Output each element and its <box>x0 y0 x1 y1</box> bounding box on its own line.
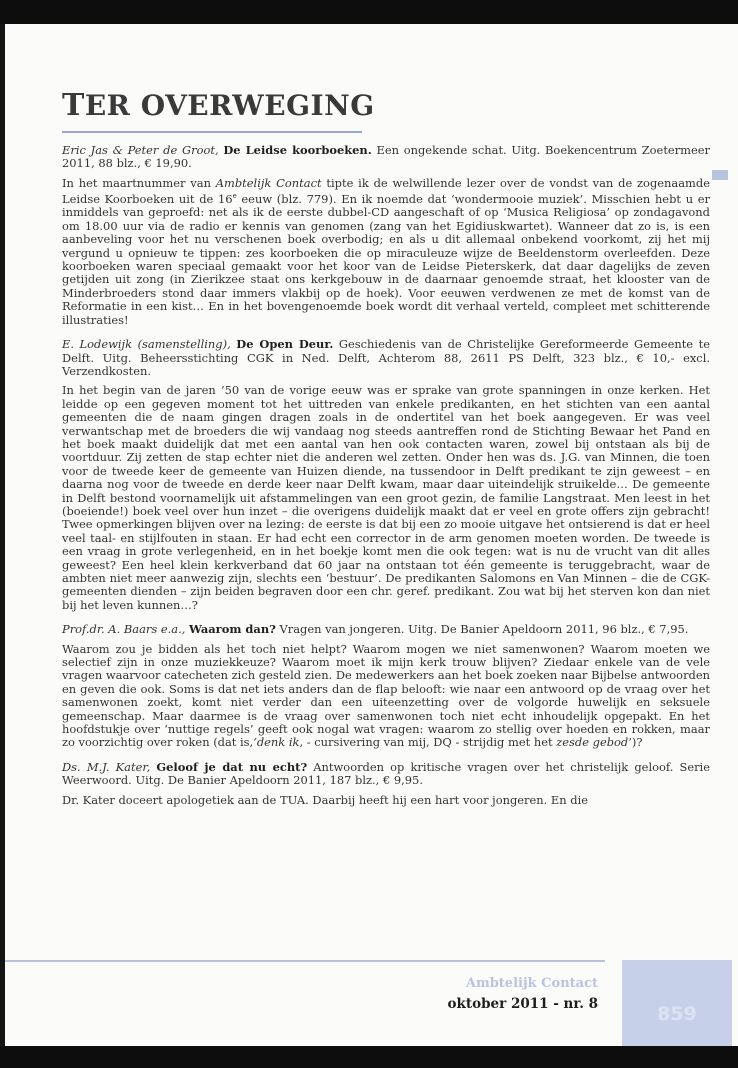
review-book-title: De Leidse koorboeken. <box>223 143 372 157</box>
review-header <box>62 338 710 378</box>
scan-border-bottom <box>0 1046 738 1068</box>
review-details: Vragen van jongeren. Uitg. De Banier Apeldoorn 2011, 96 blz., € 7,95. <box>279 622 689 637</box>
footer-rule <box>5 960 605 962</box>
issue-label: oktober 2011 - nr. 8 <box>447 996 598 1012</box>
scan-border-top <box>0 0 738 24</box>
review-book-title: Geloof je dat nu echt? <box>156 759 308 774</box>
review-book-title: Waarom dan? <box>189 622 276 637</box>
review-details: Geschiedenis van de Christelijke Gereformeerde Gemeente te Delft. Uitg. Beheersstichting CGK in Ned. Delft, Achterom 88, 2611 PS Delft, 323 blz., € 10,- excl. Verzendkosten. <box>62 337 710 378</box>
review-details: Antwoorden op kritische vragen over het christelijk geloof. Serie Weerwoord. Uitg. De Banier Apeldoorn 2011, 187 blz., € 9,95. <box>62 759 710 788</box>
page-title-initial: T <box>62 88 85 123</box>
review-author: Eric Jas & Peter de Groot, <box>62 143 219 157</box>
review-book-title: De Open Deur. <box>236 337 334 352</box>
review-author: Prof.dr. A. Baars e.a., <box>62 622 186 637</box>
page-title-rest: ER OVERWEGING <box>84 89 375 122</box>
review-header <box>62 623 710 636</box>
review-body: Waarom zou je bidden als het toch niet helpt? Waarom mogen we niet samenwonen? Waarom moeten we selectief zijn in onze muziekkeuze? Waarom moet ik mijn kerk trouw blijven? Ziedaar enkele van de vele vragen waarvoor catecheten zich gesteld zien. De medewerkers aan het boek zoeken naar Bijbelse antwoorden en geven die ook. Soms is dat net iets anders dan de flap belooft: wie naar een antwoord op de vraag over het samenwonen zoekt, komt niet verder dan een uiteenzetting over de volgorde huwelijk en seksuele gemeenschap. Maar daarmee is de vraag over samenwonen toch niet echt inhoudelijk opgepakt. En het hoofdstukje over ‘nuttige regels’ geeft ook nogal wat vragen: waarom zo stellig over hoeden en rokken, maar zo voorzichtig over roken (dat is,‘denk ik, - cursivering van mij, DQ - strijdig met het zesde gebod’)? <box>62 641 710 750</box>
review-header <box>62 144 710 171</box>
review-body: In het begin van de jaren ’50 van de vorige eeuw was er sprake van grote spanningen in onze kerken. Het leidde op een gegeven moment tot het uittreden van enkele predikanten, en het stichten van een aantal gemeenten die de naam gingen dragen zoals in de ondertitel van het boek aangegeven. Er was veel verwantschap met de broeders die wij vandaag nog steeds aantreffen rond de Stichting Bewaar het Pand en het boek maakt duidelijk dat met een aantal van hen ook contacten waren, zowel bij ontstaan als bij de voortduur. Zij zetten de stap echter niet die anderen wel zetten. Onder hen was ds. J.G. van Minnen, die toen voor de tweede keer de gemeente van Huizen diende, na tussendoor in Delft predikant te zijn geweest – en daarna nog voor de tweede en derde keer naar Delft kwam, maar daar uiteindelijk struikelde… De gemeente in Delft bestond voornamelijk uit afstammelingen van een groot gezin, de familie Langstraat. Men leest in het (boeiende!) boek veel over hun inzet – die overigens duidelijk maakt dat er veel en grote offers zijn gebracht! Twee opmerkingen blijven over na lezing: de eerste is dat bij een zo mooie uitgave het ontsierend is dat er heel veel taal- en stijlfouten in staan. Er had echt een corrector in de arm genomen moeten worden. De tweede is een vraag in grote verlegenheid, en in het boekje komt men die ook tegen: wat is nu de vrucht van dit alles geweest? Een heel klein kerkverband dat 60 jaar na ontstaan tot één gemeente is teruggebracht, waar de ambten niet meer aanwezig zijn, slechts een ‘bestuur’. De predikanten Salomons en Van Minnen – die de CGK-gemeenten dienden – zijn beiden begraven door een chr. geref. predikant. Zou wat bij het sterven kon dan niet bij het leven kunnen…? <box>62 383 710 612</box>
review-body: Dr. Kater doceert apologetiek aan de TUA. Daarbij heeft hij een hart voor jongeren. En die <box>62 792 589 807</box>
review-author: E. Lodewijk (samenstelling), <box>62 337 231 352</box>
review-author: Ds. M.J. Kater, <box>62 759 151 774</box>
page-number: 859 <box>657 1003 697 1025</box>
title-underline <box>62 131 362 133</box>
page-title <box>62 88 375 123</box>
review-body: In het maartnummer van Ambtelijk Contact tipte ik de welwillende lezer over de vondst van de zogenaamde Leidse Koorboeken uit de 16e eeuw (blz. 779). En ik noemde dat ‘wondermooie muziek’. Misschien hebt u er inmiddels van geproefd: net als ik de eerste dubbel-CD aangeschaft of op ‘Musica Religiosa’ op zondagavond om 18.00 uur via de radio er kennis van genomen (zang van het Egidiuskwartet). Wanneer dat zo is, is een aanbeveling voor het nu verschenen boek overbodig; en als u dit allemaal onbekend voorkomt, zij het mij vergund u opnieuw te tippen: zes koorboeken die op miraculeuze wijze de Beeldenstorm overleefden. Deze koorboeken waren speciaal gemaakt voor het koor van de Leidse Pieterskerk, dat daar dagelijks de zeven getijden uit zong (in Zierikzee staat ons kerkgebouw in de daarnaar genoemde straat, het klooster van de Minderbroeders stond daar immers vlakbij op de hoek). Voor eeuwen verdwenen ze met de komst van de Reformatie in een kist… En in het bovengenoemde boek wordt dit verhaal verteld, compleet met schitterende illustraties! <box>62 175 710 327</box>
article-content <box>62 144 710 807</box>
section-tab-marker <box>712 170 728 180</box>
review-details: Een ongekende schat. Uitg. Boekencentrum Zoetermeer 2011, 88 blz., € 19,90. <box>62 143 711 171</box>
review-header <box>62 761 710 788</box>
publication-name: Ambtelijk Contact <box>465 976 598 991</box>
